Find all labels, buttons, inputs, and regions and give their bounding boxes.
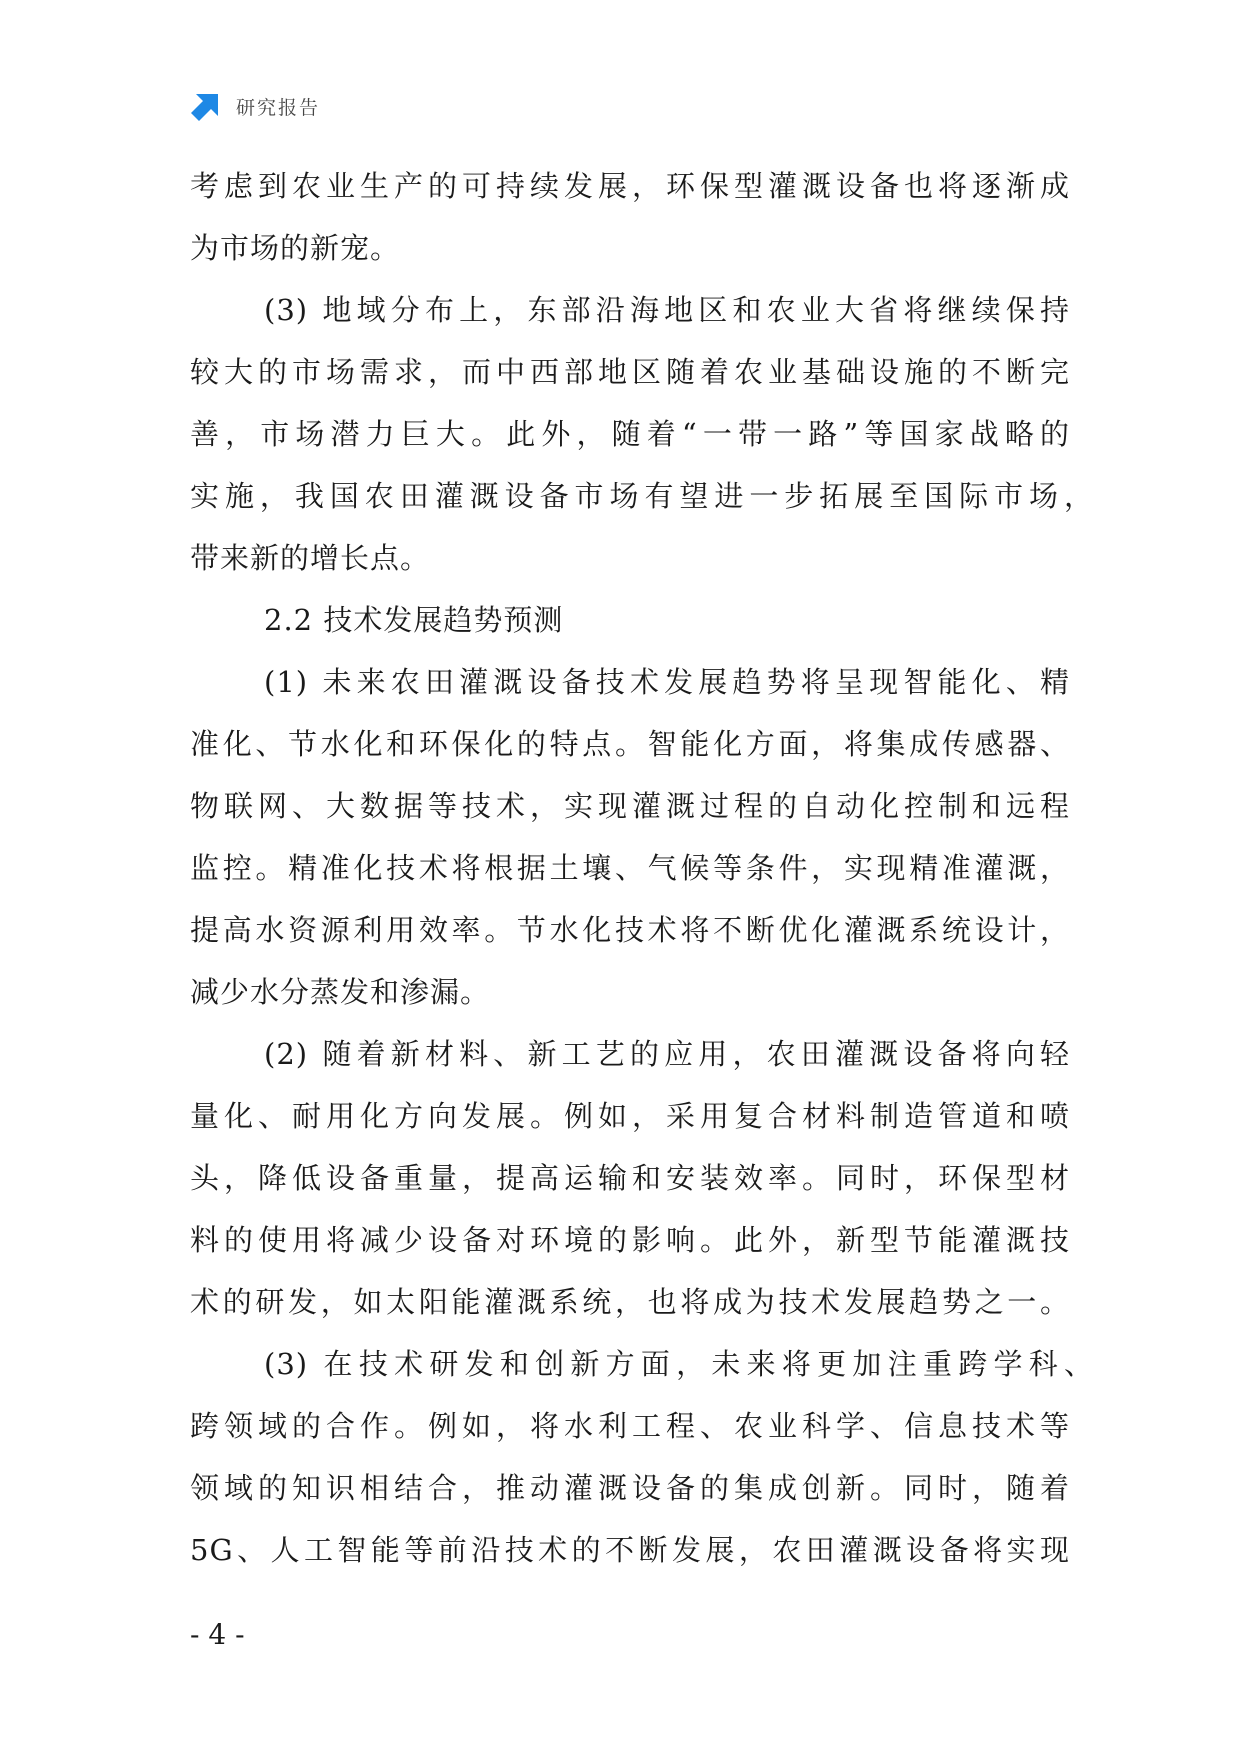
text-line: 为市场的新宠。 (190, 231, 401, 265)
arrow-up-right-icon (190, 90, 222, 122)
text-line: 监控。精准化技术将根据土壤、气候等条件，实现精准灌溉， (190, 851, 1070, 885)
report-header (190, 90, 320, 122)
text-line: 减少水分蒸发和渗漏。 (190, 975, 491, 1009)
text-line: 头，降低设备重量，提高运输和安装效率。同时，环保型材 (190, 1161, 1070, 1195)
header-title: 研究报告 (236, 96, 321, 119)
text-line: 术的研发，如太阳能灌溉系统，也将成为技术发展趋势之一。 (190, 1285, 1070, 1319)
text-line: (3) 在技术研发和创新方面，未来将更加注重跨学科、 (264, 1347, 1094, 1381)
text-line: 准化、节水化和环保化的特点。智能化方面，将集成传感器、 (190, 727, 1070, 761)
text-line: 量化、耐用化方向发展。例如，采用复合材料制造管道和喷 (190, 1099, 1070, 1133)
text-line: 较大的市场需求，而中西部地区随着农业基础设施的不断完 (190, 355, 1070, 389)
text-line: 带来新的增长点。 (190, 541, 431, 575)
text-line: (3) 地域分布上，东部沿海地区和农业大省将继续保持 (264, 293, 1070, 327)
text-line: 考虑到农业生产的可持续发展，环保型灌溉设备也将逐渐成 (190, 169, 1070, 203)
text-line: 提高水资源利用效率。节水化技术将不断优化灌溉系统设计， (190, 913, 1070, 947)
text-line: 5G、人工智能等前沿技术的不断发展，农田灌溉设备将实现 (190, 1533, 1070, 1567)
text-line: (1) 未来农田灌溉设备技术发展趋势将呈现智能化、精 (264, 665, 1070, 699)
text-line: 跨领域的合作。例如，将水利工程、农业科学、信息技术等 (190, 1409, 1070, 1443)
text-line: 料的使用将减少设备对环境的影响。此外，新型节能灌溉技 (190, 1223, 1070, 1257)
text-line: 领域的知识相结合，推动灌溉设备的集成创新。同时，随着 (190, 1471, 1070, 1505)
document-body (190, 155, 1094, 1581)
section-heading: 2.2 技术发展趋势预测 (264, 603, 564, 637)
page-number: - 4 - (190, 1618, 245, 1651)
text-line: 善，市场潜力巨大。此外，随着“一带一路”等国家战略的 (190, 417, 1070, 451)
text-line: 实施，我国农田灌溉设备市场有望进一步拓展至国际市场， (190, 479, 1094, 513)
text-line: (2) 随着新材料、新工艺的应用，农田灌溉设备将向轻 (264, 1037, 1070, 1071)
text-line: 物联网、大数据等技术，实现灌溉过程的自动化控制和远程 (190, 789, 1070, 823)
